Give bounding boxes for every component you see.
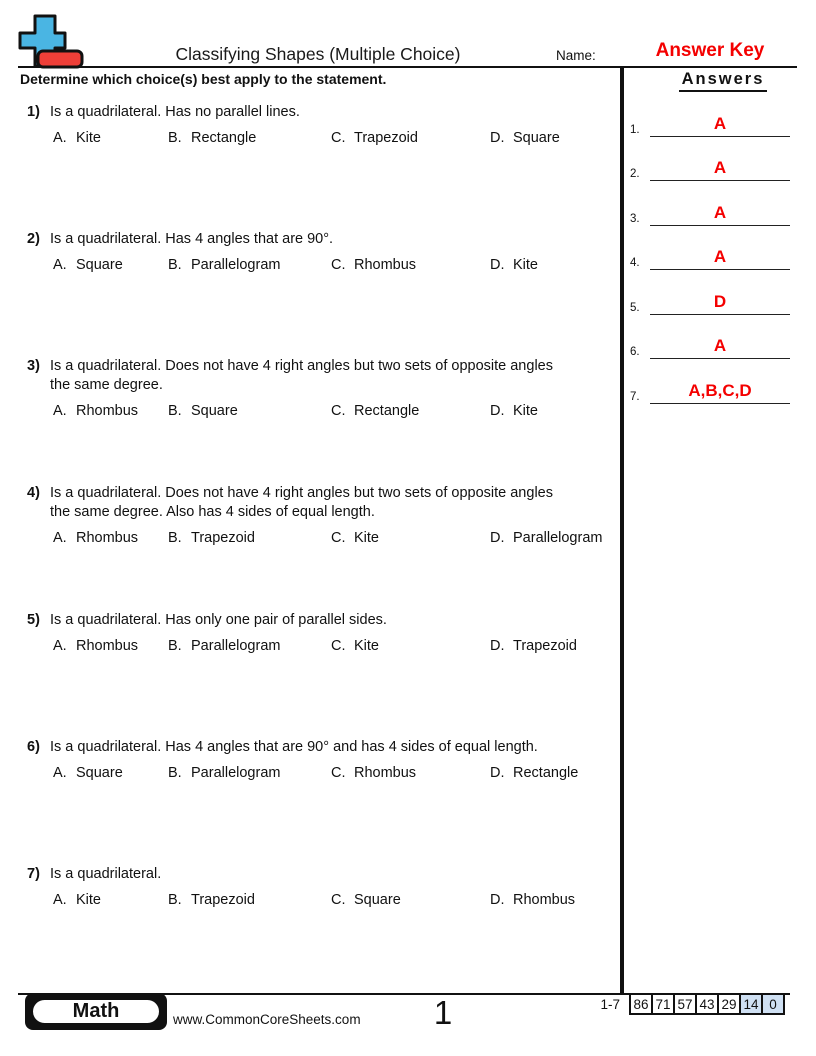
choice-letter: C.	[331, 130, 346, 146]
question-text	[50, 738, 612, 757]
choice-d	[490, 529, 612, 548]
choice-label: Kite	[354, 638, 379, 654]
choice-c	[331, 529, 490, 548]
question-4	[27, 484, 612, 548]
question-text	[50, 103, 612, 122]
question-line: Is a quadrilateral. Does not have 4 right angles but two sets of opposite angles	[50, 485, 553, 501]
choices-row	[53, 256, 612, 275]
choice-label: Kite	[513, 403, 538, 419]
choice-letter: A.	[53, 257, 67, 273]
choice-letter: C.	[331, 403, 346, 419]
answer-row-6	[628, 333, 790, 359]
answer-blank	[650, 379, 790, 404]
choices-row	[53, 764, 612, 783]
question-number: 3)	[27, 358, 40, 374]
score-cell: 29	[717, 993, 741, 1015]
answers-title-text: Answers	[679, 70, 768, 92]
answer-blank	[650, 290, 790, 315]
choice-b	[168, 402, 331, 421]
choice-letter: D.	[490, 765, 505, 781]
answer-row-1	[628, 111, 790, 137]
question-1	[27, 103, 612, 148]
question-5	[27, 611, 612, 656]
score-table	[629, 993, 785, 1015]
choice-a	[53, 529, 168, 548]
choice-letter: A.	[53, 638, 67, 654]
choice-label: Parallelogram	[191, 765, 281, 781]
answer-blank	[650, 245, 790, 270]
answer-value: A	[713, 336, 727, 355]
choice-letter: C.	[331, 638, 346, 654]
choices-row	[53, 529, 612, 548]
choice-letter: D.	[490, 892, 505, 908]
question-line: the same degree.	[50, 377, 163, 393]
choice-d	[490, 256, 612, 275]
score-cell: 57	[673, 993, 697, 1015]
choice-label: Kite	[76, 892, 101, 908]
choice-letter: A.	[53, 130, 67, 146]
score-cell-highlighted: 0	[761, 993, 785, 1015]
choice-label: Trapezoid	[191, 530, 255, 546]
choice-d	[490, 764, 612, 783]
question-text	[50, 484, 612, 522]
choice-letter: A.	[53, 403, 67, 419]
answer-blank	[650, 201, 790, 226]
site-url: www.CommonCoreSheets.com	[173, 1012, 361, 1027]
question-text	[50, 865, 612, 884]
answer-row-5	[628, 289, 790, 315]
choice-label: Square	[76, 765, 123, 781]
choice-letter: A.	[53, 765, 67, 781]
choice-letter: D.	[490, 530, 505, 546]
question-number: 6)	[27, 739, 40, 755]
choice-c	[331, 402, 490, 421]
choice-label: Rhombus	[513, 892, 576, 908]
question-line: Is a quadrilateral. Has no parallel lines.	[50, 104, 300, 120]
question-line: Is a quadrilateral. Has 4 angles that are 90° and has 4 sides of equal length.	[50, 739, 538, 755]
choice-d	[490, 637, 612, 656]
question-text	[50, 230, 612, 249]
question-6	[27, 738, 612, 783]
choice-letter: D.	[490, 130, 505, 146]
choice-label: Rhombus	[76, 530, 139, 546]
question-3	[27, 357, 612, 421]
question-line: Is a quadrilateral.	[50, 866, 162, 882]
question-number: 1)	[27, 104, 40, 120]
choice-a	[53, 256, 168, 275]
choice-b	[168, 129, 331, 148]
page-title: Classifying Shapes (Multiple Choice)	[175, 44, 461, 64]
choice-letter: A.	[53, 530, 67, 546]
choice-label: Rhombus	[354, 257, 417, 273]
choice-label: Square	[191, 403, 238, 419]
choice-label: Parallelogram	[191, 638, 281, 654]
choice-a	[53, 764, 168, 783]
choice-label: Square	[513, 130, 560, 146]
question-7	[27, 865, 612, 910]
choice-label: Trapezoid	[191, 892, 255, 908]
choice-label: Rhombus	[354, 765, 417, 781]
answer-number: 6.	[630, 346, 640, 358]
answer-value: A,B,C,D	[688, 381, 752, 400]
question-number: 2)	[27, 231, 40, 247]
choice-a	[53, 637, 168, 656]
instruction-text: Determine which choice(s) best apply to the statement.	[20, 71, 387, 87]
answer-value: A	[713, 203, 727, 222]
question-number: 7)	[27, 866, 40, 882]
choice-letter: C.	[331, 530, 346, 546]
choices-row	[53, 637, 612, 656]
choice-letter: D.	[490, 403, 505, 419]
choice-letter: C.	[331, 892, 346, 908]
answer-number: 5.	[630, 302, 640, 314]
choice-a	[53, 129, 168, 148]
answer-number: 7.	[630, 391, 640, 403]
question-text	[50, 611, 612, 630]
page-number: 1	[433, 994, 453, 1031]
choice-letter: B.	[168, 403, 182, 419]
answer-value: A	[713, 114, 727, 133]
question-number: 5)	[27, 612, 40, 628]
choice-b	[168, 891, 331, 910]
score-cell: 43	[695, 993, 719, 1015]
answer-blank	[650, 334, 790, 359]
choice-letter: B.	[168, 892, 182, 908]
question-line: the same degree. Also has 4 sides of equal length.	[50, 504, 375, 520]
answer-row-4	[628, 244, 790, 270]
choice-letter: B.	[168, 257, 182, 273]
subject-badge	[25, 993, 167, 1030]
choice-label: Rectangle	[354, 403, 420, 419]
answer-value: A	[713, 247, 727, 266]
choice-letter: B.	[168, 638, 182, 654]
choice-c	[331, 764, 490, 783]
answer-number: 4.	[630, 257, 640, 269]
choice-label: Rhombus	[76, 638, 139, 654]
answer-number: 3.	[630, 213, 640, 225]
answer-number: 1.	[630, 124, 640, 136]
choice-letter: D.	[490, 638, 505, 654]
question-2	[27, 230, 612, 275]
choice-b	[168, 256, 331, 275]
choice-b	[168, 764, 331, 783]
subject-badge-label: Math	[31, 998, 161, 1025]
choice-d	[490, 891, 612, 910]
choice-c	[331, 891, 490, 910]
choices-row	[53, 891, 612, 910]
choice-label: Kite	[76, 130, 101, 146]
answer-row-3	[628, 200, 790, 226]
answer-row-2	[628, 155, 790, 181]
answer-value: D	[713, 292, 727, 311]
choices-row	[53, 129, 612, 148]
answer-value: A	[713, 158, 727, 177]
choice-label: Kite	[513, 257, 538, 273]
choice-label: Rhombus	[76, 403, 139, 419]
choice-label: Square	[354, 892, 401, 908]
name-label: Name:	[556, 48, 596, 63]
choice-label: Rectangle	[191, 130, 257, 146]
answer-blank	[650, 112, 790, 137]
answers-panel-title	[640, 70, 806, 89]
choice-b	[168, 637, 331, 656]
question-number: 4)	[27, 485, 40, 501]
question-text	[50, 357, 612, 395]
choice-label: Parallelogram	[513, 530, 603, 546]
question-line: Is a quadrilateral. Does not have 4 right angles but two sets of opposite angles	[50, 358, 553, 374]
choice-letter: B.	[168, 130, 182, 146]
choice-c	[331, 637, 490, 656]
choice-letter: A.	[53, 892, 67, 908]
question-line: Is a quadrilateral. Has 4 angles that are 90°.	[50, 231, 334, 247]
question-line: Is a quadrilateral. Has only one pair of parallel sides.	[50, 612, 387, 628]
choice-label: Parallelogram	[191, 257, 281, 273]
choice-label: Square	[76, 257, 123, 273]
choice-d	[490, 402, 612, 421]
choice-letter: B.	[168, 530, 182, 546]
header-rule	[18, 66, 797, 68]
answer-number: 2.	[630, 168, 640, 180]
choice-label: Rectangle	[513, 765, 579, 781]
choice-a	[53, 891, 168, 910]
choice-label: Kite	[354, 530, 379, 546]
answer-blank	[650, 156, 790, 181]
score-range-label: 1-7	[600, 997, 620, 1012]
score-cell: 71	[651, 993, 675, 1015]
choice-letter: D.	[490, 257, 505, 273]
column-divider	[620, 68, 624, 993]
name-value-answer-key: Answer Key	[655, 40, 765, 61]
choice-b	[168, 529, 331, 548]
choice-letter: B.	[168, 765, 182, 781]
choice-letter: C.	[331, 765, 346, 781]
choice-label: Trapezoid	[513, 638, 577, 654]
score-cell: 86	[629, 993, 653, 1015]
choice-c	[331, 256, 490, 275]
choice-c	[331, 129, 490, 148]
answer-row-7	[628, 378, 790, 404]
score-cell-highlighted: 14	[739, 993, 763, 1015]
choice-label: Trapezoid	[354, 130, 418, 146]
choices-row	[53, 402, 612, 421]
choice-a	[53, 402, 168, 421]
choice-d	[490, 129, 612, 148]
choice-letter: C.	[331, 257, 346, 273]
